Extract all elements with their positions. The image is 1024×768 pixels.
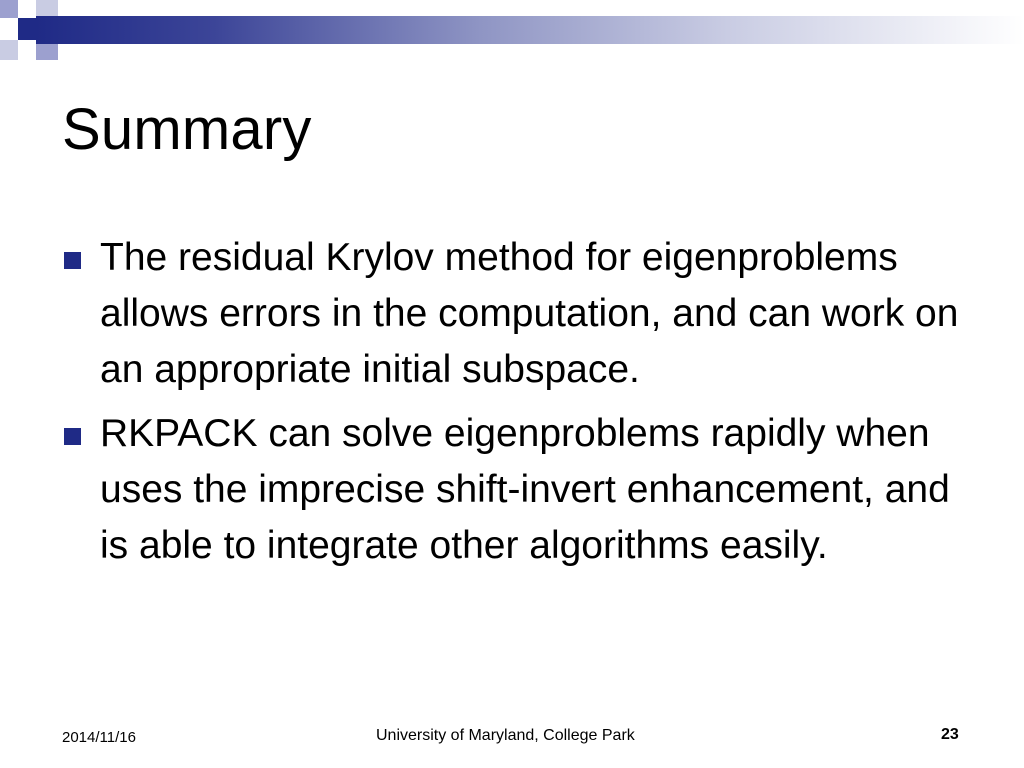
bullet-item [62,406,962,574]
footer-date: 2014/11/16 [62,729,136,746]
deco-square [0,40,18,60]
bullet-text: The residual Krylov method for eigenproblems allows errors in the computation, and can work on an appropriate initial subspace. [100,236,959,391]
square-bullet-icon [64,428,81,445]
deco-square [18,0,36,18]
bullet-list [62,230,962,582]
deco-square [18,18,36,40]
deco-square [36,0,58,16]
header-gradient-bar [36,16,1024,44]
square-bullet-icon [64,252,81,269]
deco-square [36,44,58,60]
deco-square [0,0,18,18]
deco-square [0,18,18,40]
bullet-item [62,230,962,398]
header-decoration [0,0,1024,64]
footer-institution: University of Maryland, College Park [376,727,635,744]
slide-title: Summary [62,97,312,162]
page-number: 23 [941,726,959,743]
bullet-text: RKPACK can solve eigenproblems rapidly when uses the imprecise shift-invert enhancement, and is able to integrate other algorithms easily. [100,412,950,567]
